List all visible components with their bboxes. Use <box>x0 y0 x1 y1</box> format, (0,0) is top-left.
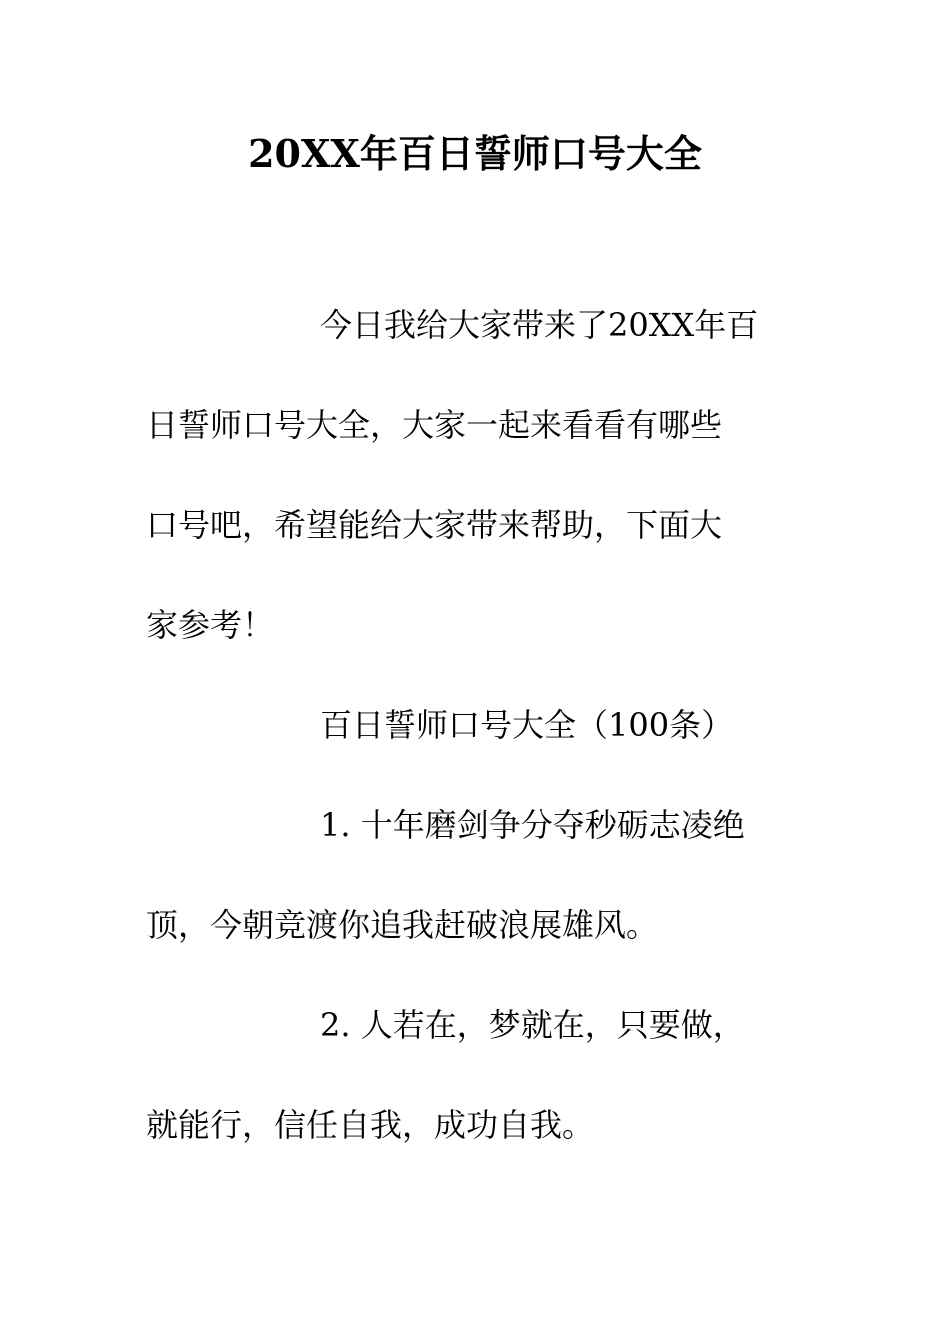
slogan-1-line-1: 1. 十年磨剑争分夺秒砺志凌绝 <box>320 806 745 844</box>
slogan-2-line-2: 就能行，信任自我，成功自我。 <box>146 1106 595 1144</box>
slogan-2-line-1: 2. 人若在，梦就在，只要做， <box>320 1006 745 1044</box>
intro-line-2: 日誓师口号大全，大家一起来看看有哪些 <box>146 406 723 444</box>
document-title: 20XX年百日誓师口号大全 <box>248 131 702 176</box>
intro-line-4: 家参考！ <box>146 606 275 644</box>
intro-line-1: 今日我给大家带来了20XX年百 <box>320 306 759 344</box>
intro-line-3: 口号吧，希望能给大家带来帮助，下面大 <box>146 506 723 544</box>
slogan-1-line-2: 顶，今朝竞渡你追我赶破浪展雄风。 <box>146 906 659 944</box>
section-heading: 百日誓师口号大全（100条） <box>320 706 734 744</box>
